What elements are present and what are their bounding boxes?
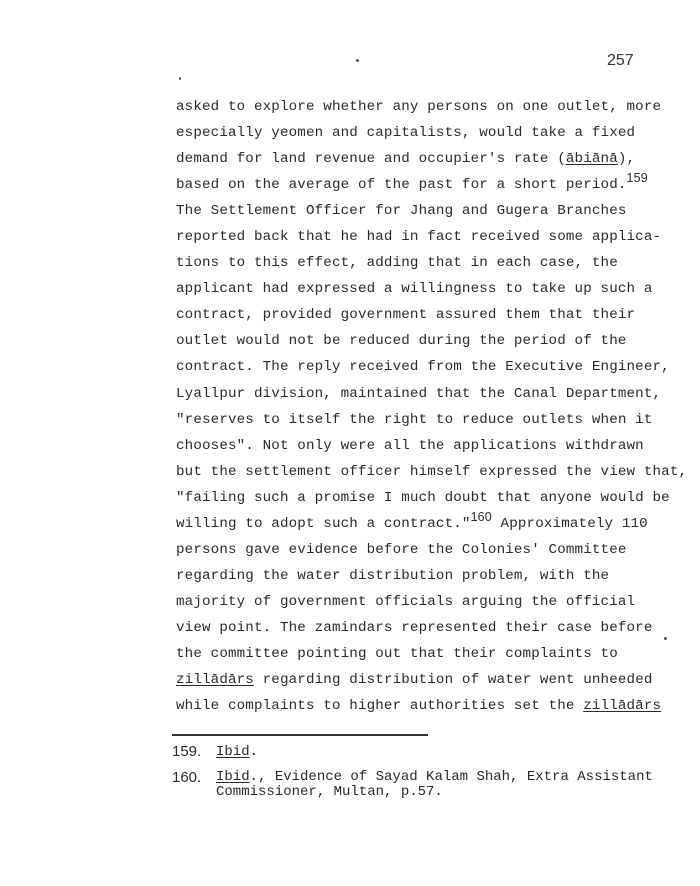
footnote-text [216,770,653,800]
text-line: majority of government officials arguing the official [176,593,636,610]
text-line: applicant had expressed a willingness to take up such a [176,281,653,298]
text-line: The Settlement Officer for Jhang and Gugera Branches [176,203,627,220]
text-line [176,667,696,693]
text-fragment: Approximately 110 [491,515,648,532]
text-line: reported back that he had in fact received some applica- [176,229,662,246]
text-line: asked to explore whether any persons on one outlet, more [176,99,662,115]
text-line: Lyallpur division, maintained that the Canal Department, [176,385,662,402]
text-line: especially yeomen and capitalists, would take a fixed [176,125,636,142]
text-line [176,172,696,198]
text-fragment: demand for land revenue and occupier's rate ( [176,151,566,168]
body-text [176,94,696,719]
text-fragment: while complaints to higher authorities set the [176,698,584,715]
text-fragment: ), [617,151,636,168]
scan-speck [356,59,359,62]
text-line: but the settlement officer himself expressed the view that, [176,463,688,480]
text-line [176,146,696,172]
footnote-ref-159: 159 [626,171,648,186]
text-line: regarding the water distribution problem, with the [176,567,610,584]
text-line: view point. The zamindars represented their case before [176,619,653,636]
text-line: the committee pointing out that their complaints to [176,645,618,662]
scan-speck [179,77,181,80]
term-zilladars: zillādārs [176,672,254,689]
text-line: "failing such a promise I much doubt that anyone would be [176,489,670,506]
footnote-number: 159. [172,743,202,760]
page-number: 257 [607,52,634,69]
text-fragment: regarding distribution of water went unheeded [253,672,653,689]
footnote-ibid: Ibid [216,769,250,785]
text-fragment: willing to adopt such a contract." [176,515,471,532]
term-abiana: ābiānā [565,151,618,168]
text-line [176,511,696,537]
footnote-160 [172,770,672,800]
text-line: tions to this effect, adding that in each case, the [176,255,618,272]
term-zilladars: zillādārs [583,698,662,715]
footnote-text [216,742,258,770]
text-line: chooses". Not only were all the applications withdrawn [176,437,644,454]
text-fragment: based on the average of the past for a short period. [176,177,627,194]
footnote-159 [172,742,672,770]
footnote-divider [172,734,428,736]
text-fragment: . [249,744,259,760]
text-fragment: ., Evidence of Sayad Kalam Shah, Extra Assistant [249,769,653,785]
footnote-ref-160: 160 [470,509,492,524]
text-line: contract. The reply received from the Executive Engineer, [176,359,670,376]
footnotes [172,742,672,800]
footnote-ibid: Ibid [216,744,250,760]
text-line: contract, provided government assured them that their [176,307,636,324]
text-line: outlet would not be reduced during the period of the [176,333,627,350]
text-line: persons gave evidence before the Colonies' Committee [176,541,627,558]
text-fragment: Commissioner, Multan, p.57. [216,784,443,800]
footnote-number: 160. [172,769,202,786]
text-line [176,693,696,719]
text-line: "reserves to itself the right to reduce outlets when it [176,411,653,428]
